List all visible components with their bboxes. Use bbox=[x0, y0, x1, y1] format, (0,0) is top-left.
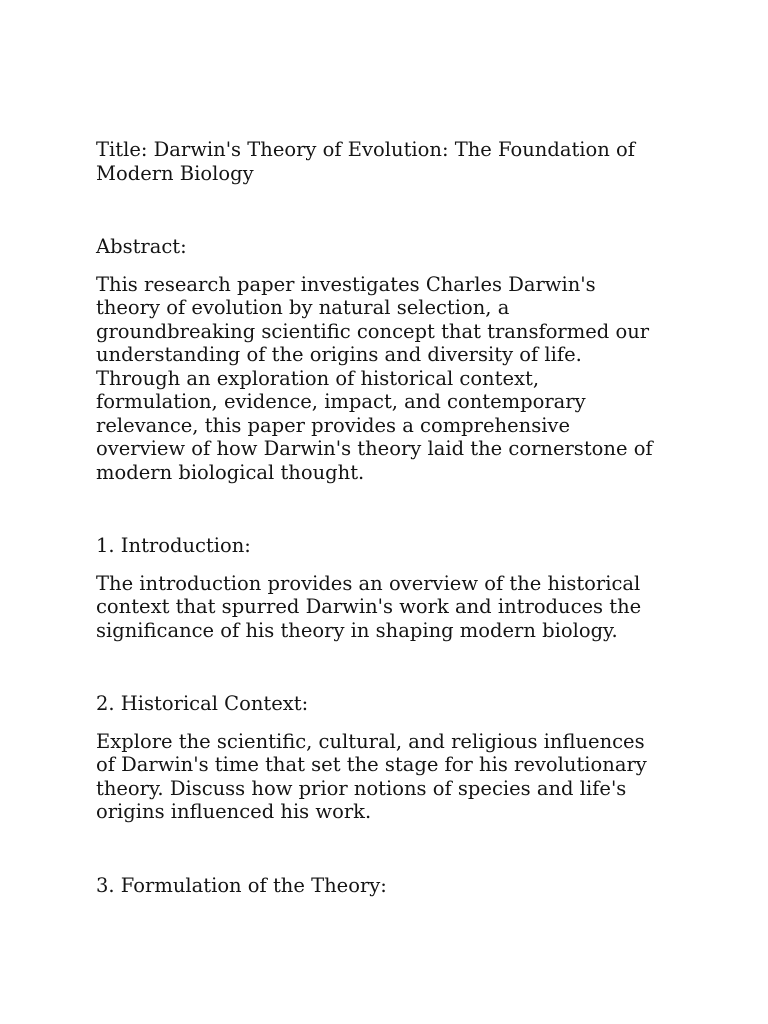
section-heading: 1. Introduction: bbox=[96, 534, 251, 557]
section-heading: 3. Formulation of the Theory: bbox=[96, 873, 387, 897]
document-page bbox=[96, 138, 662, 911]
section-paragraph: Explore the scientific, cultural, and religious influences of Darwin's time that set the stage for his revolutionary theory. Discuss how prior notions of species and life's origins influenced his work. bbox=[96, 729, 647, 823]
section-paragraph: The introduction provides an overview of the historical context that spurred Darwin's work and introduces the significance of his theory in shaping modern biology. bbox=[96, 571, 642, 642]
document-title: Title: Darwin's Theory of Evolution: The Foundation of Modern Biology bbox=[96, 138, 635, 185]
section-paragraph: This research paper investigates Charles Darwin's theory of evolution by natural selection, a groundbreaking scientific concept that transformed our understanding of the origins and diversity of life. Through an exploration of historical context, formulation, evidence, impact, and contemporary relevance, this paper provides a comprehensive overview of how Darwin's theory laid the cornerstone of modern biological thought. bbox=[96, 272, 653, 484]
section-heading: 2. Historical Context: bbox=[96, 692, 309, 715]
section-formulation bbox=[96, 874, 662, 898]
section-abstract bbox=[96, 235, 662, 484]
section-heading: Abstract: bbox=[96, 235, 187, 258]
section-introduction bbox=[96, 534, 662, 642]
section-historical-context bbox=[96, 692, 662, 824]
